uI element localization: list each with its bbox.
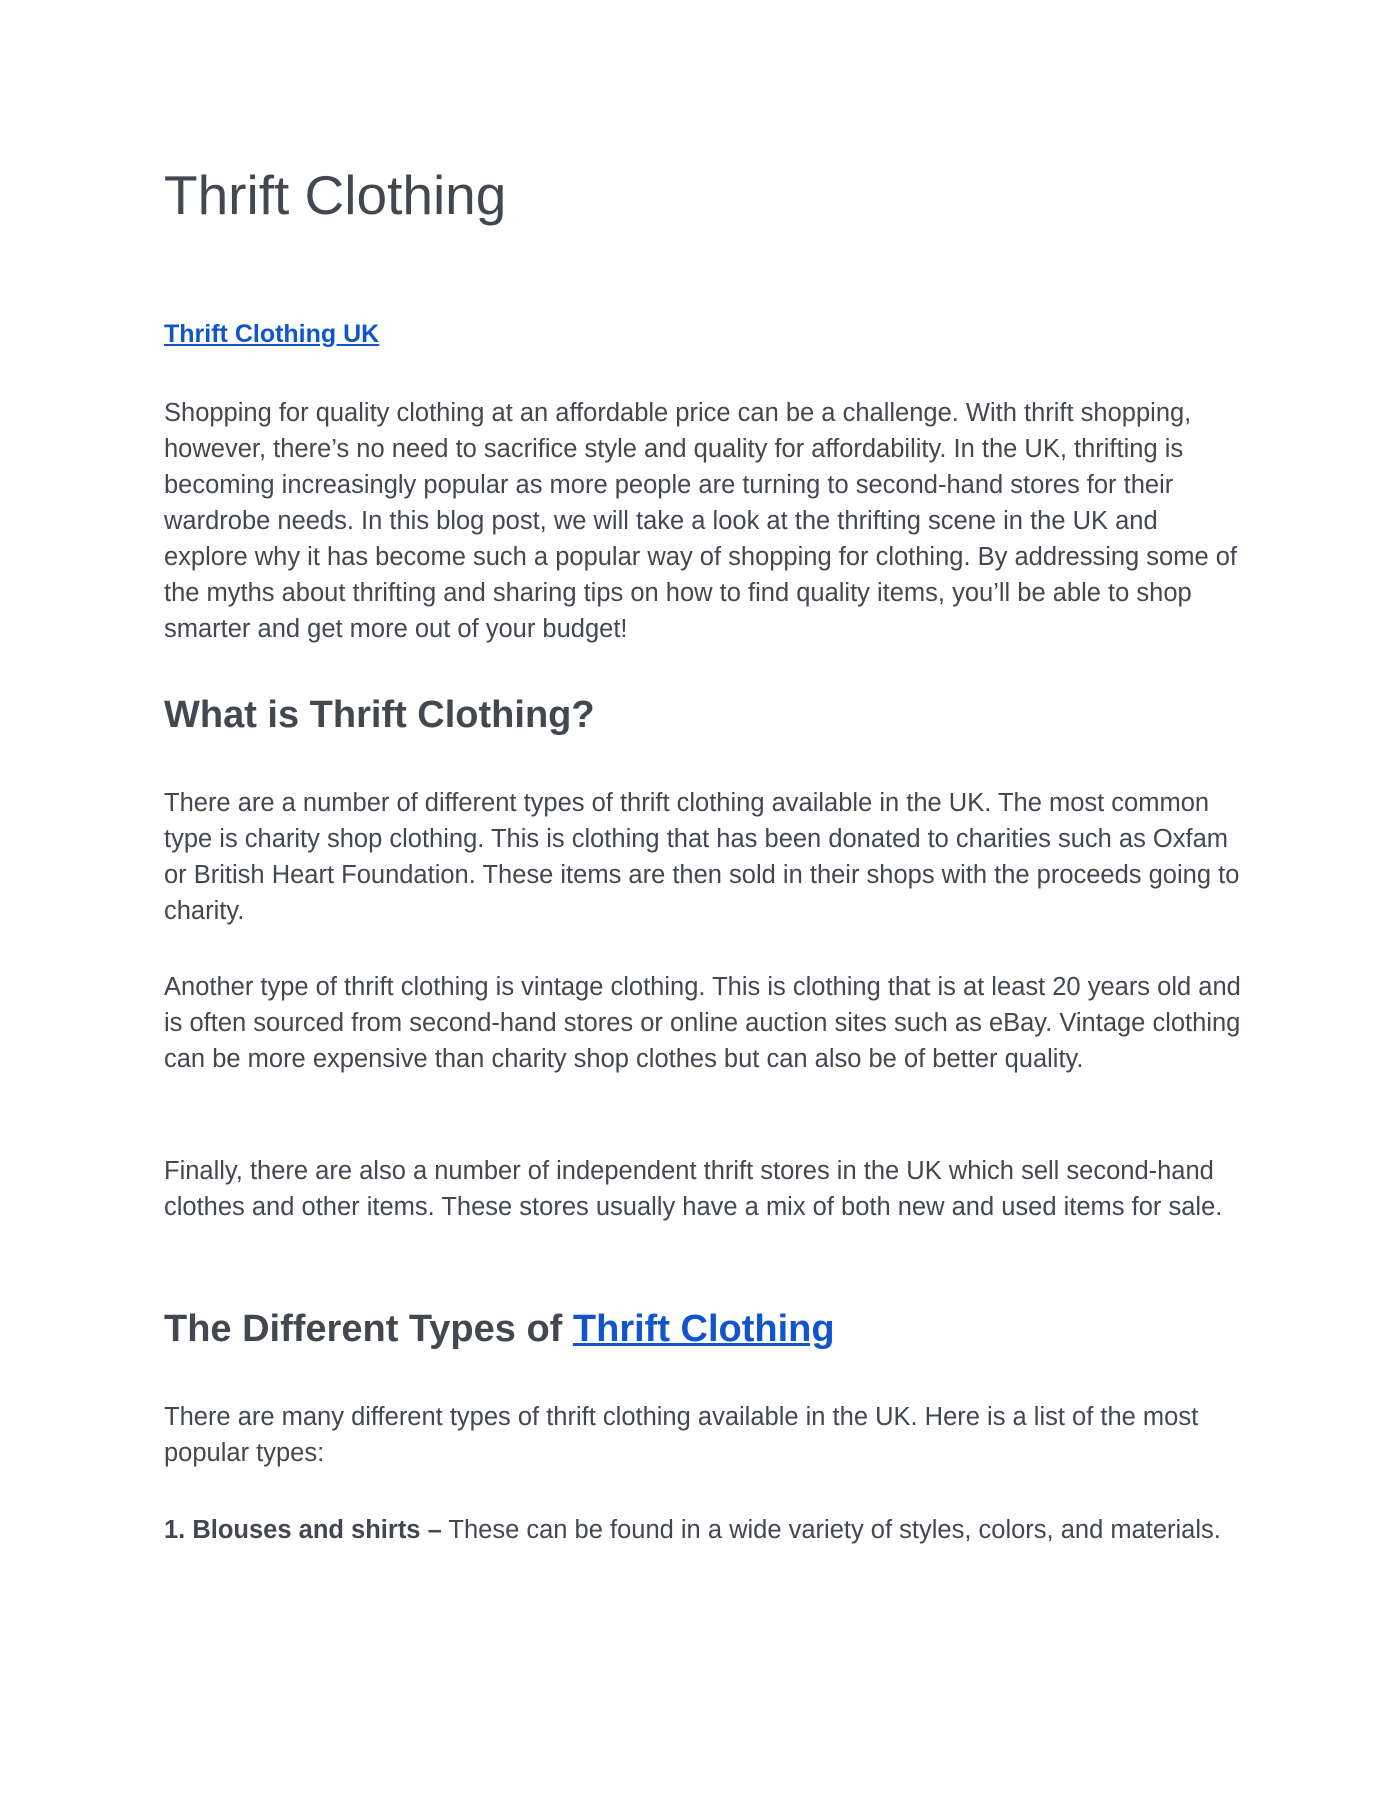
list-item-text: These can be found in a wide variety of styles, colors, and materials. (441, 1516, 1221, 1544)
paragraph-types-intro: There are many different types of thrift clothing available in the UK. Here is a list of the most popular types: (164, 1403, 1199, 1467)
thrift-clothing-heading-link[interactable]: Thrift Clothing (572, 1308, 835, 1350)
paragraph-charity-shop: There are a number of different types of thrift clothing available in the UK. The most common type is charity shop clothing. This is clothing that has been donated to charities such as Oxfam or British Heart Foundation. These items are then sold in their shops with the proceeds going to charity. (164, 789, 1240, 925)
intro-paragraph: Shopping for quality clothing at an affordable price can be a challenge. With thrift shopping, however, there’s no need to sacrifice style and quality for affordability. In the UK, thrifting is becoming increasingly popular as more people are turning to second-hand stores for their wardrobe needs. In this blog post, we will take a look at the thrifting scene in the UK and explore why it has become such a popular way of shopping for clothing. By addressing some of the myths about thrifting and sharing tips on how to find quality items, you’ll be able to shop smarter and get more out of your budget! (164, 399, 1238, 643)
list-item (164, 1512, 1244, 1548)
paragraph-vintage: Another type of thrift clothing is vintage clothing. This is clothing that is at least 20 years old and is often sourced from second-hand stores or online auction sites such as eBay. Vintage clothing can be more expensive than charity shop clothes but can also be of better quality. (164, 973, 1241, 1073)
section-heading-types-prefix: The Different Types of (164, 1308, 573, 1350)
section-heading-types (164, 1305, 835, 1353)
list-item-label: 1. Blouses and shirts – (164, 1516, 442, 1544)
thrift-clothing-uk-link[interactable]: Thrift Clothing UK (164, 320, 380, 348)
paragraph-independent-stores: Finally, there are also a number of independent thrift stores in the UK which sell second-hand clothes and other items. These stores usually have a mix of both new and used items for sale. (164, 1157, 1223, 1221)
section-heading-what-is: What is Thrift Clothing? (164, 694, 595, 736)
document-title: Thrift Clothing (164, 164, 507, 226)
